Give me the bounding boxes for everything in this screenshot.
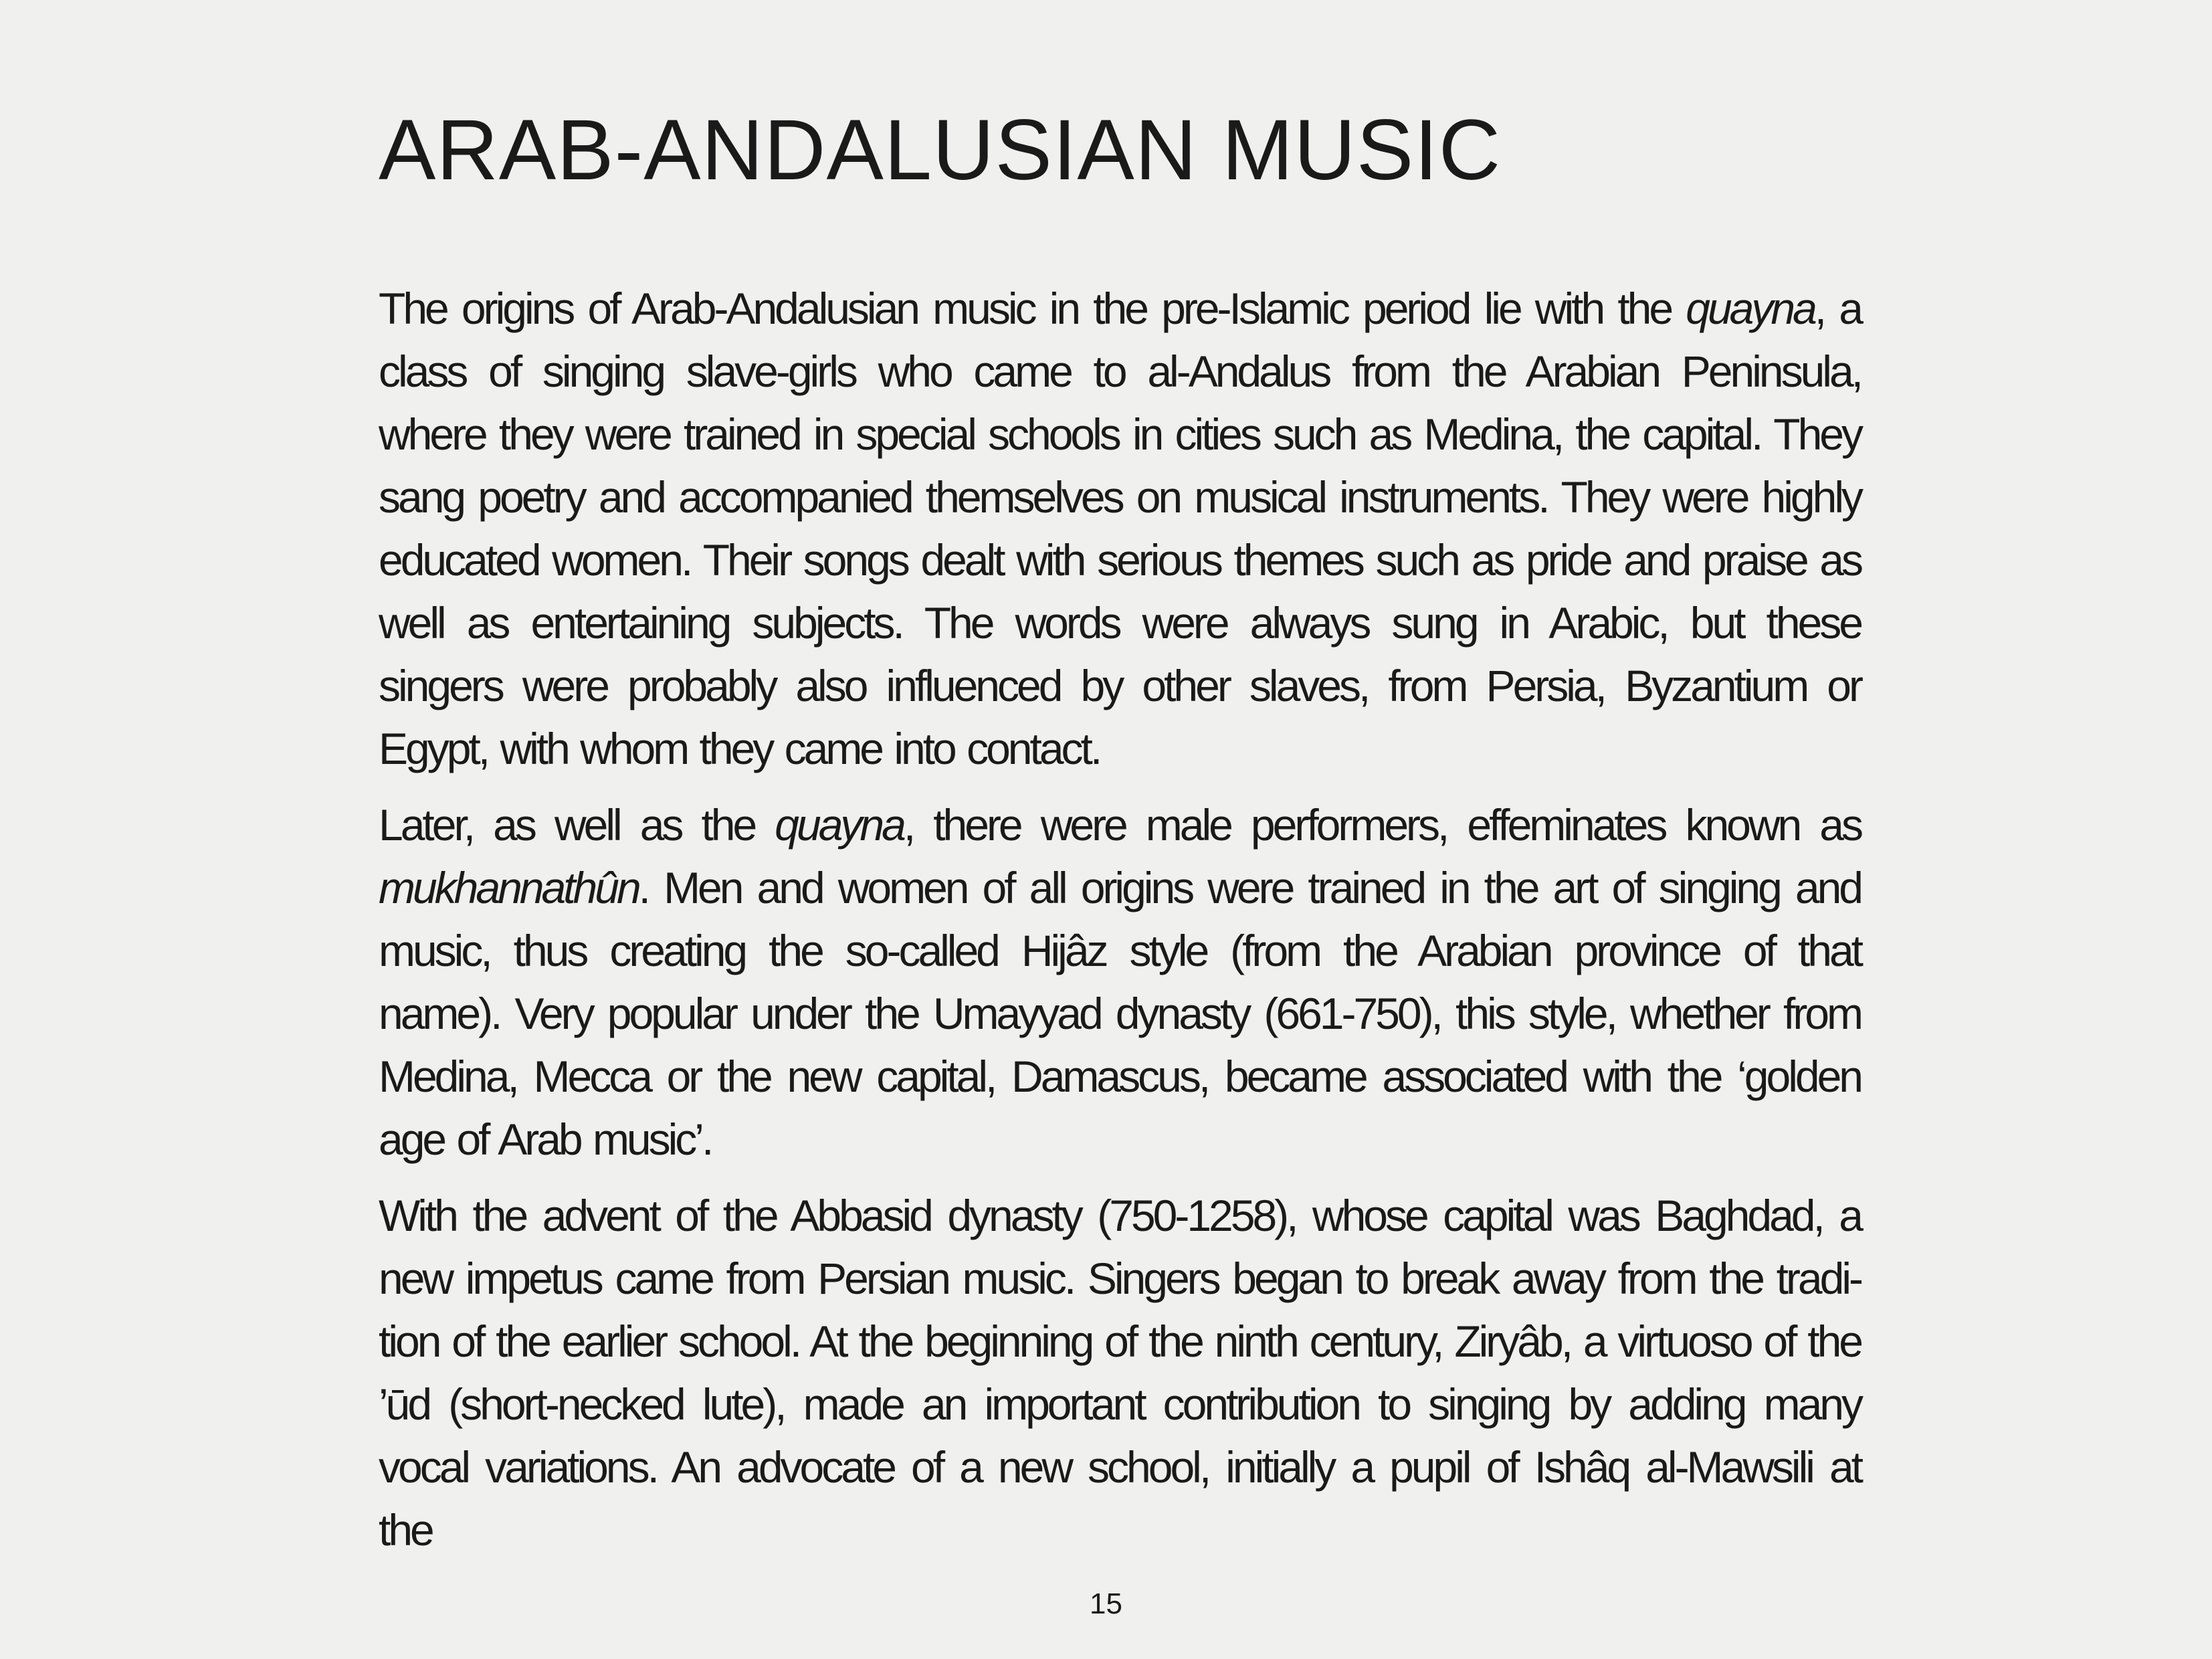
paragraph-text: With the advent of the Abbasid dynasty (750-1258), whose capital was Baghdad, a new impetus came from Persian music. Singers began to break away from the tradi-tion of the earlier school. At the beginning of the ninth century, Ziryâb, a virtuoso of the ’ūd (short-necked lute), made an important contribution to singing by adding many vocal variations. An advocate of a new school, initially a pupil of Ishâq al-Mawsili at the	[379, 1191, 1861, 1555]
paragraph-italic-term: mukhannathûn	[379, 863, 639, 912]
paragraph	[379, 1184, 1861, 1561]
paragraph-italic-term: quayna	[775, 800, 904, 850]
paragraph-text: . Men and women of all origins were trained in the art of singing and music, thus creating the so-called Hijâz style (from the Arabian province of that name). Very popular under the Umayyad dynasty (661-750), this style, whether from Medina, Mecca or the new capital, Damascus, became associated with the ‘golden age of Arab music’.	[379, 863, 1861, 1164]
paragraph	[379, 793, 1861, 1171]
paragraph-text: The origins of Arab-Andalusian music in the pre-Islamic period lie with the	[379, 284, 1686, 333]
paragraph-italic-term: quayna	[1686, 284, 1815, 333]
paragraph	[379, 277, 1861, 780]
body-text	[379, 277, 1861, 1575]
paragraph-text: Later, as well as the	[379, 800, 775, 850]
page-number: 15	[1090, 1587, 1122, 1620]
paragraph-text: , there were male performers, effeminates known as	[903, 800, 1861, 850]
page-title: ARAB-ANDALUSIAN MUSIC	[379, 102, 1502, 198]
paragraph-text: , a class of singing slave-girls who came to al-Andalus from the Arabian Peninsula, where they were trained in special schools in cities such as Medina, the capital. They sang poetry and accompanied themselves on musical instruments. They were highly educated women. Their songs dealt with serious themes such as pride and praise as well as entertaining subjects. The words were always sung in Arabic, but these singers were probably also influenced by other slaves, from Persia, Byzantium or Egypt, with whom they came into contact.	[379, 284, 1861, 773]
